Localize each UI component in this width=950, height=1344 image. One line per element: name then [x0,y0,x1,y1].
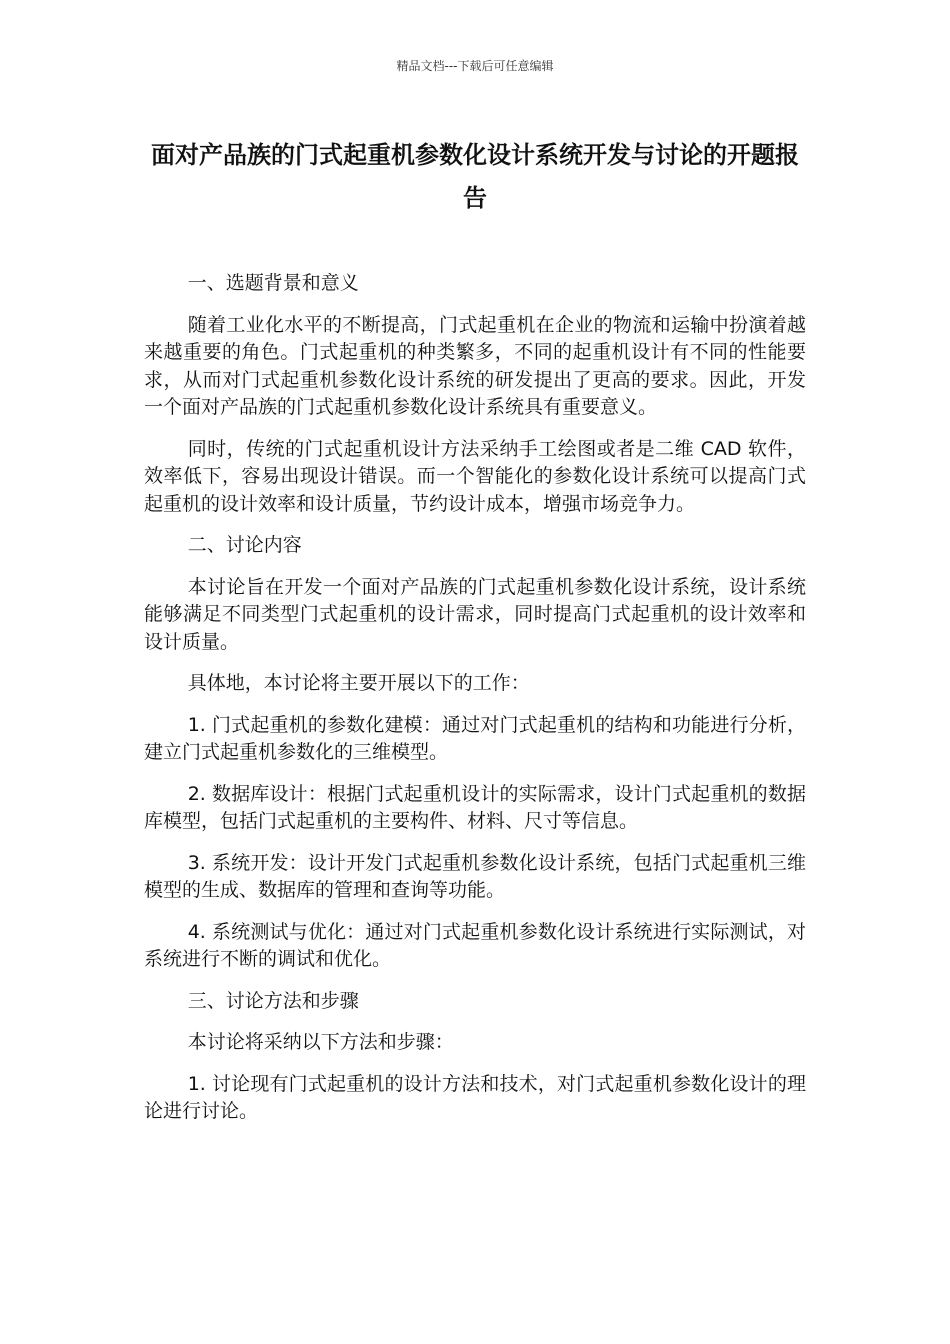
header-note: 精品文档---下载后可任意编辑 [396,59,554,73]
list-item-testing: 4. 系统测试与优化：通过对门式起重机参数化设计系统进行实际测试，对系统进行不断的调试和优化。 [144,920,806,970]
paragraph-content-1: 本讨论旨在开发一个面对产品族的门式起重机参数化设计系统，设计系统能够满足不同类型门式起重机的设计需求，同时提高门式起重机的设计效率和设计质量。 [144,575,806,653]
document-title: 面对产品族的门式起重机参数化设计系统开发与讨论的开题报告 [151,141,799,212]
section-heading-background: 一、选题背景和意义 [187,272,359,294]
paragraph-methods-1: 本讨论将采纳以下方法和步骤： [187,1031,454,1053]
paragraph-content-2: 具体地，本讨论将主要开展以下的工作： [187,672,530,694]
list-item-methods-1: 1. 讨论现有门式起重机的设计方法和技术，对门式起重机参数化设计的理论进行讨论。 [144,1072,806,1122]
section-heading-methods: 三、讨论方法和步骤 [187,989,359,1012]
list-item-database: 2. 数据库设计：根据门式起重机设计的实际需求，设计门式起重机的数据库模型，包括门式起重机的主要构件、材料、尺寸等信息。 [144,782,806,832]
list-item-development: 3. 系统开发：设计开发门式起重机参数化设计系统，包括门式起重机三维模型的生成、数据库的管理和查询等功能。 [144,851,806,901]
section-heading-content: 二、讨论内容 [187,534,302,556]
paragraph-background-2: 同时，传统的门式起重机设计方法采纳手工绘图或者是二维 CAD 软件，效率低下，容易出现设计错误。而一个智能化的参数化设计系统可以提高门式起重机的设计效率和设计质量，节约设计成本，增强市场竞争力。 [144,437,806,515]
list-item-modeling: 1. 门式起重机的参数化建模：通过对门式起重机的结构和功能进行分析，建立门式起重机参数化的三维模型。 [144,713,806,763]
paragraph-background-1: 随着工业化水平的不断提高，门式起重机在企业的物流和运输中扮演着越来越重要的角色。门式起重机的种类繁多，不同的起重机设计有不同的性能要求，从而对门式起重机参数化设计系统的研发提出了更高的要求。因此，开发一个面对产品族的门式起重机参数化设计系统具有重要意义。 [144,313,806,418]
document-body [144,270,806,1140]
